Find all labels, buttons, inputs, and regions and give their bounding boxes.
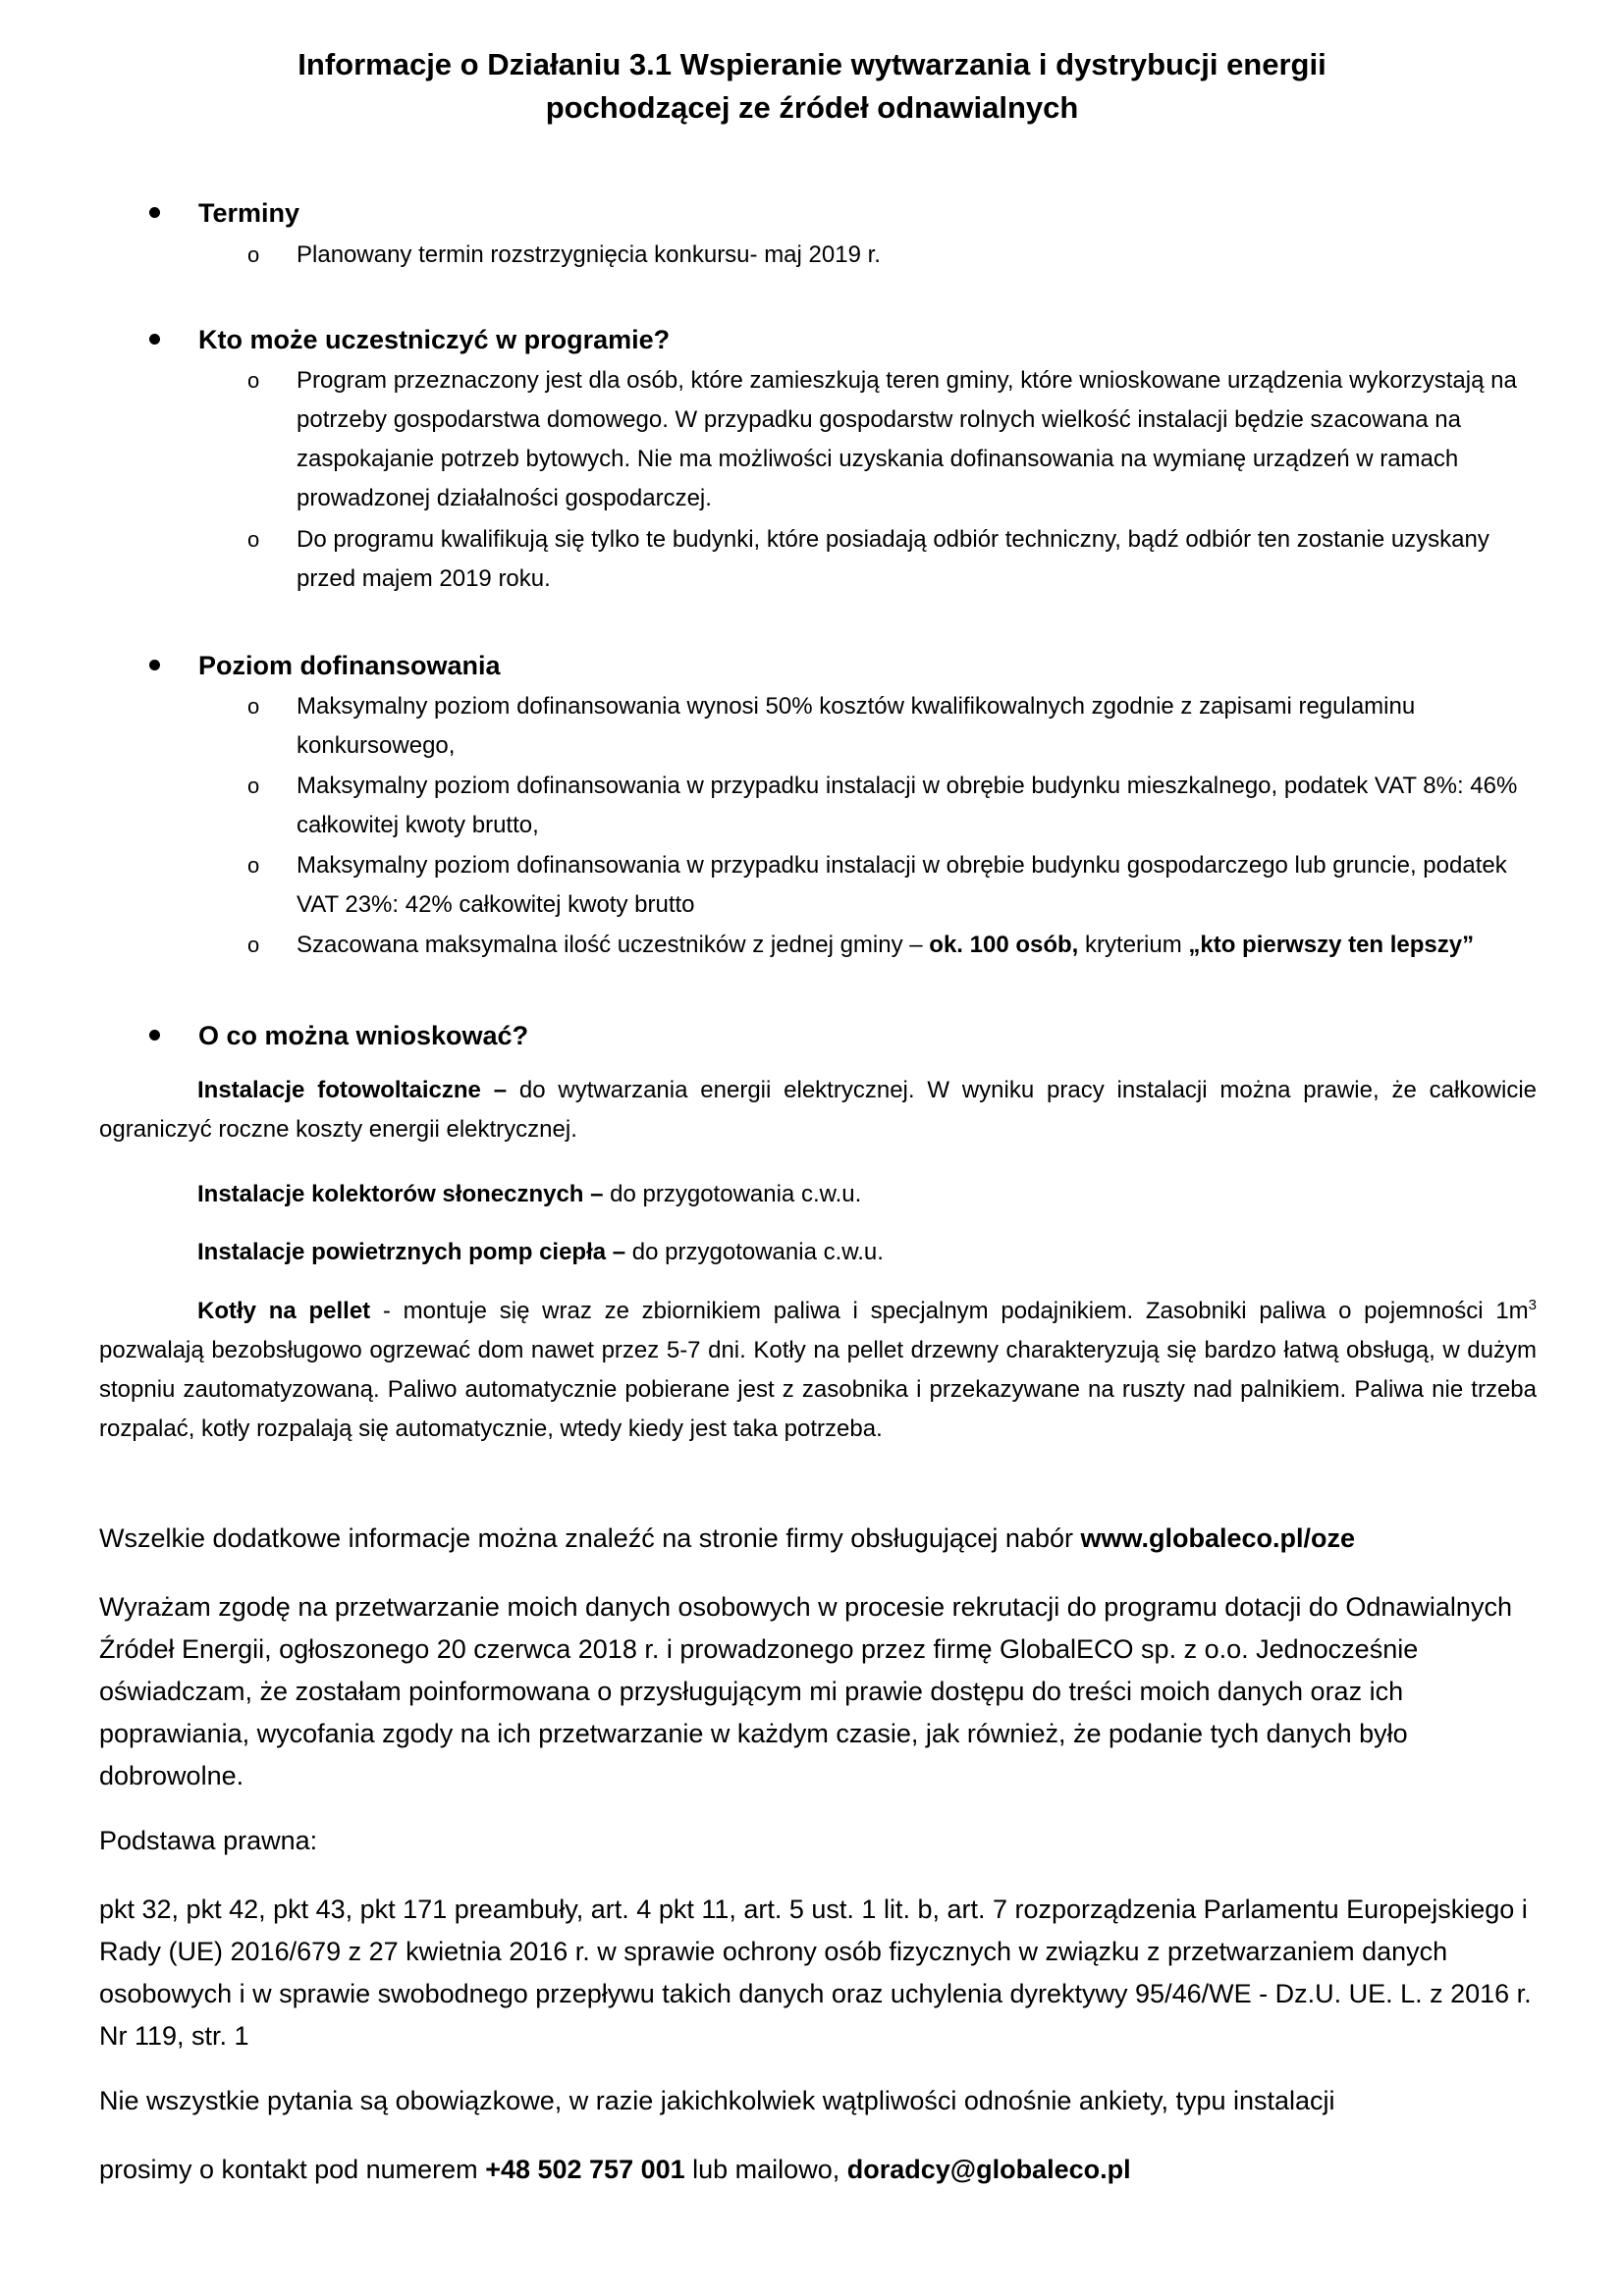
para-bold: Kotły na pellet (197, 1298, 371, 1324)
item-text: kryterium (1078, 932, 1189, 958)
para-text: do przygotowania c.w.u. (625, 1239, 884, 1265)
sub-bullet-marker: o (247, 368, 260, 393)
list-item (297, 926, 1536, 965)
contact-text: prosimy o kontakt pod numerem (99, 2155, 486, 2184)
bullet-dot (149, 334, 160, 345)
list-item: Maksymalny poziom dofinansowania w przypadku instalacji w obrębie budynku gospodarczego lub gruncie, podatek VAT 23%: 42% całkowitej kwoty brutto (297, 852, 1507, 918)
para-text: pozwalają bezobsługowo ogrzewać dom nawet przez 5-7 dni. Kotły na pellet drzewny charakteryzują się bardzo łatwą obsługą, w dużym stopniu zautomatyzowaną. Paliwo automatycznie pobierane jest z zasobnika i przekazywane na ruszty nad palnikiem. Paliwa nie trzeba rozpalać, kotły rozpalają się automatycznie, wtedy kiedy jest taka potrzeba. (99, 1337, 1537, 1442)
bullet-dot (149, 207, 160, 218)
email-link[interactable]: doradcy@globaleco.pl (846, 2155, 1131, 2184)
sub-bullet-marker: o (247, 853, 260, 878)
para-bold: Instalacje powietrznych pomp ciepła – (197, 1239, 626, 1265)
list-item: Program przeznaczony jest dla osób, które zamieszkują teren gminy, które wnioskowane urządzenia wykorzystają na potrzeby gospodarstwa domowego. W przypadku gospodarstw rolnych wielkość instalacji będzie szacowana na zaspokajanie potrzeb bytowych. Nie ma możliwości uzyskania dofinansowania na wymianę urządzeń w ramach prowadzonej działalności gospodarczej. (297, 367, 1517, 511)
legal-text: pkt 32, pkt 42, pkt 43, pkt 171 preambuły, art. 4 pkt 11, art. 5 ust. 1 lit. b, art. 7 rozporządzenia Parlamentu Europejskiego i Rady (UE) 2016/679 z 27 kwietnia 2016 r. w sprawie ochrony osób fizycznych w związku z przetwarzaniem danych osobowych i w sprawie swobodnego przepływu takich danych oraz uchylenia dyrektywy 95/46/WE - Dz.U. UE. L. z 2016 r. Nr 119, str. 1 (99, 1895, 1532, 2051)
item-bold: ok. 100 osób, (929, 932, 1079, 958)
paragraph-fotowoltaika (99, 1071, 1537, 1149)
para-bold: Instalacje fotowoltaiczne – (197, 1077, 508, 1103)
legal-label: Podstawa prawna: (99, 1826, 318, 1855)
para-bold: Instalacje kolektorów słonecznych – (197, 1181, 604, 1207)
list-item: Do programu kwalifikują się tylko te budynki, które posiadają odbiór techniczny, bądź odbiór ten zostanie uzyskany przed majem 2019 roku. (297, 526, 1489, 592)
paragraph-kolektory (99, 1175, 1537, 1214)
contact-text: lub mailowo, (684, 2155, 847, 2184)
website-link[interactable]: www.globaleco.pl/oze (1080, 1523, 1356, 1553)
title-line-2: pochodzącej ze źródeł odnawialnych (545, 90, 1079, 125)
section-heading-terminy: Terminy (198, 198, 300, 228)
info-text: Wszelkie dodatkowe informacje można znaleźć na stronie firmy obsługującej nabór (99, 1523, 1081, 1553)
sub-bullet-marker: o (247, 527, 260, 552)
phone-number[interactable]: +48 502 757 001 (485, 2155, 685, 2184)
item-text: Szacowana maksymalna ilość uczestników z jednej gminy – (297, 932, 930, 958)
paragraph-kotly (99, 1292, 1537, 1449)
section-heading-co: O co można wnioskować? (198, 1021, 529, 1050)
consent-paragraph: Wyrażam zgodę na przetwarzanie moich danych osobowych w procesie rekrutacji do programu dotacji do Odnawialnych Źródeł Energii, ogłoszonego 20 czerwca 2018 r. i prowadzonego przez firmę GlobalECO sp. z o.o. Jednocześnie oświadczam, że zostałam poinformowana o przysługującym mi prawie dostępu do treści moich danych oraz ich poprawiania, wycofania zgody na ich przetwarzanie w każdym czasie, jak również, że podanie tych danych było dobrowolne. (99, 1592, 1512, 1790)
paragraph-pompy (99, 1233, 1537, 1272)
section-heading-kto: Kto może uczestniczyć w programie? (198, 325, 671, 354)
section-heading-poziom: Poziom dofinansowania (198, 651, 501, 680)
sub-bullet-marker: o (247, 242, 260, 267)
contact-line (99, 2149, 1537, 2191)
list-item: Planowany termin rozstrzygnięcia konkursu- maj 2019 r. (297, 241, 881, 268)
para-text: do przygotowania c.w.u. (603, 1181, 862, 1207)
bullet-dot (149, 1030, 160, 1041)
note-line: Nie wszystkie pytania są obowiązkowe, w razie jakichkolwiek wątpliwości odnośnie ankiety, typu instalacji (99, 2086, 1335, 2115)
para-text: - montuje się wraz ze zbiornikiem paliwa i specjalnym podajnikiem. Zasobniki paliwa o pojemności 1m (370, 1298, 1529, 1324)
list-item: Maksymalny poziom dofinansowania wynosi 50% kosztów kwalifikowalnych zgodnie z zapisami regulaminu konkursowego, (297, 693, 1416, 759)
list-item: Maksymalny poziom dofinansowania w przypadku instalacji w obrębie budynku mieszkalnego, podatek VAT 8%: 46% całkowitej kwoty brutto, (297, 773, 1518, 838)
sub-bullet-marker: o (247, 694, 260, 719)
bullet-dot (149, 660, 160, 670)
info-line (99, 1518, 1537, 1560)
title-line-1: Informacje o Działaniu 3.1 Wspieranie wytwarzania i dystrybucji energii (298, 47, 1326, 81)
item-bold: „kto pierwszy ten lepszy” (1188, 932, 1475, 958)
superscript: 3 (1528, 1297, 1537, 1313)
page-title (0, 43, 1624, 130)
sub-bullet-marker: o (247, 774, 260, 798)
para-text: do wytwarzania energii elektrycznej. W wyniku pracy instalacji można prawie, że całkowicie ograniczyć roczne koszty energii elektrycznej. (99, 1077, 1537, 1143)
sub-bullet-marker: o (247, 933, 260, 957)
